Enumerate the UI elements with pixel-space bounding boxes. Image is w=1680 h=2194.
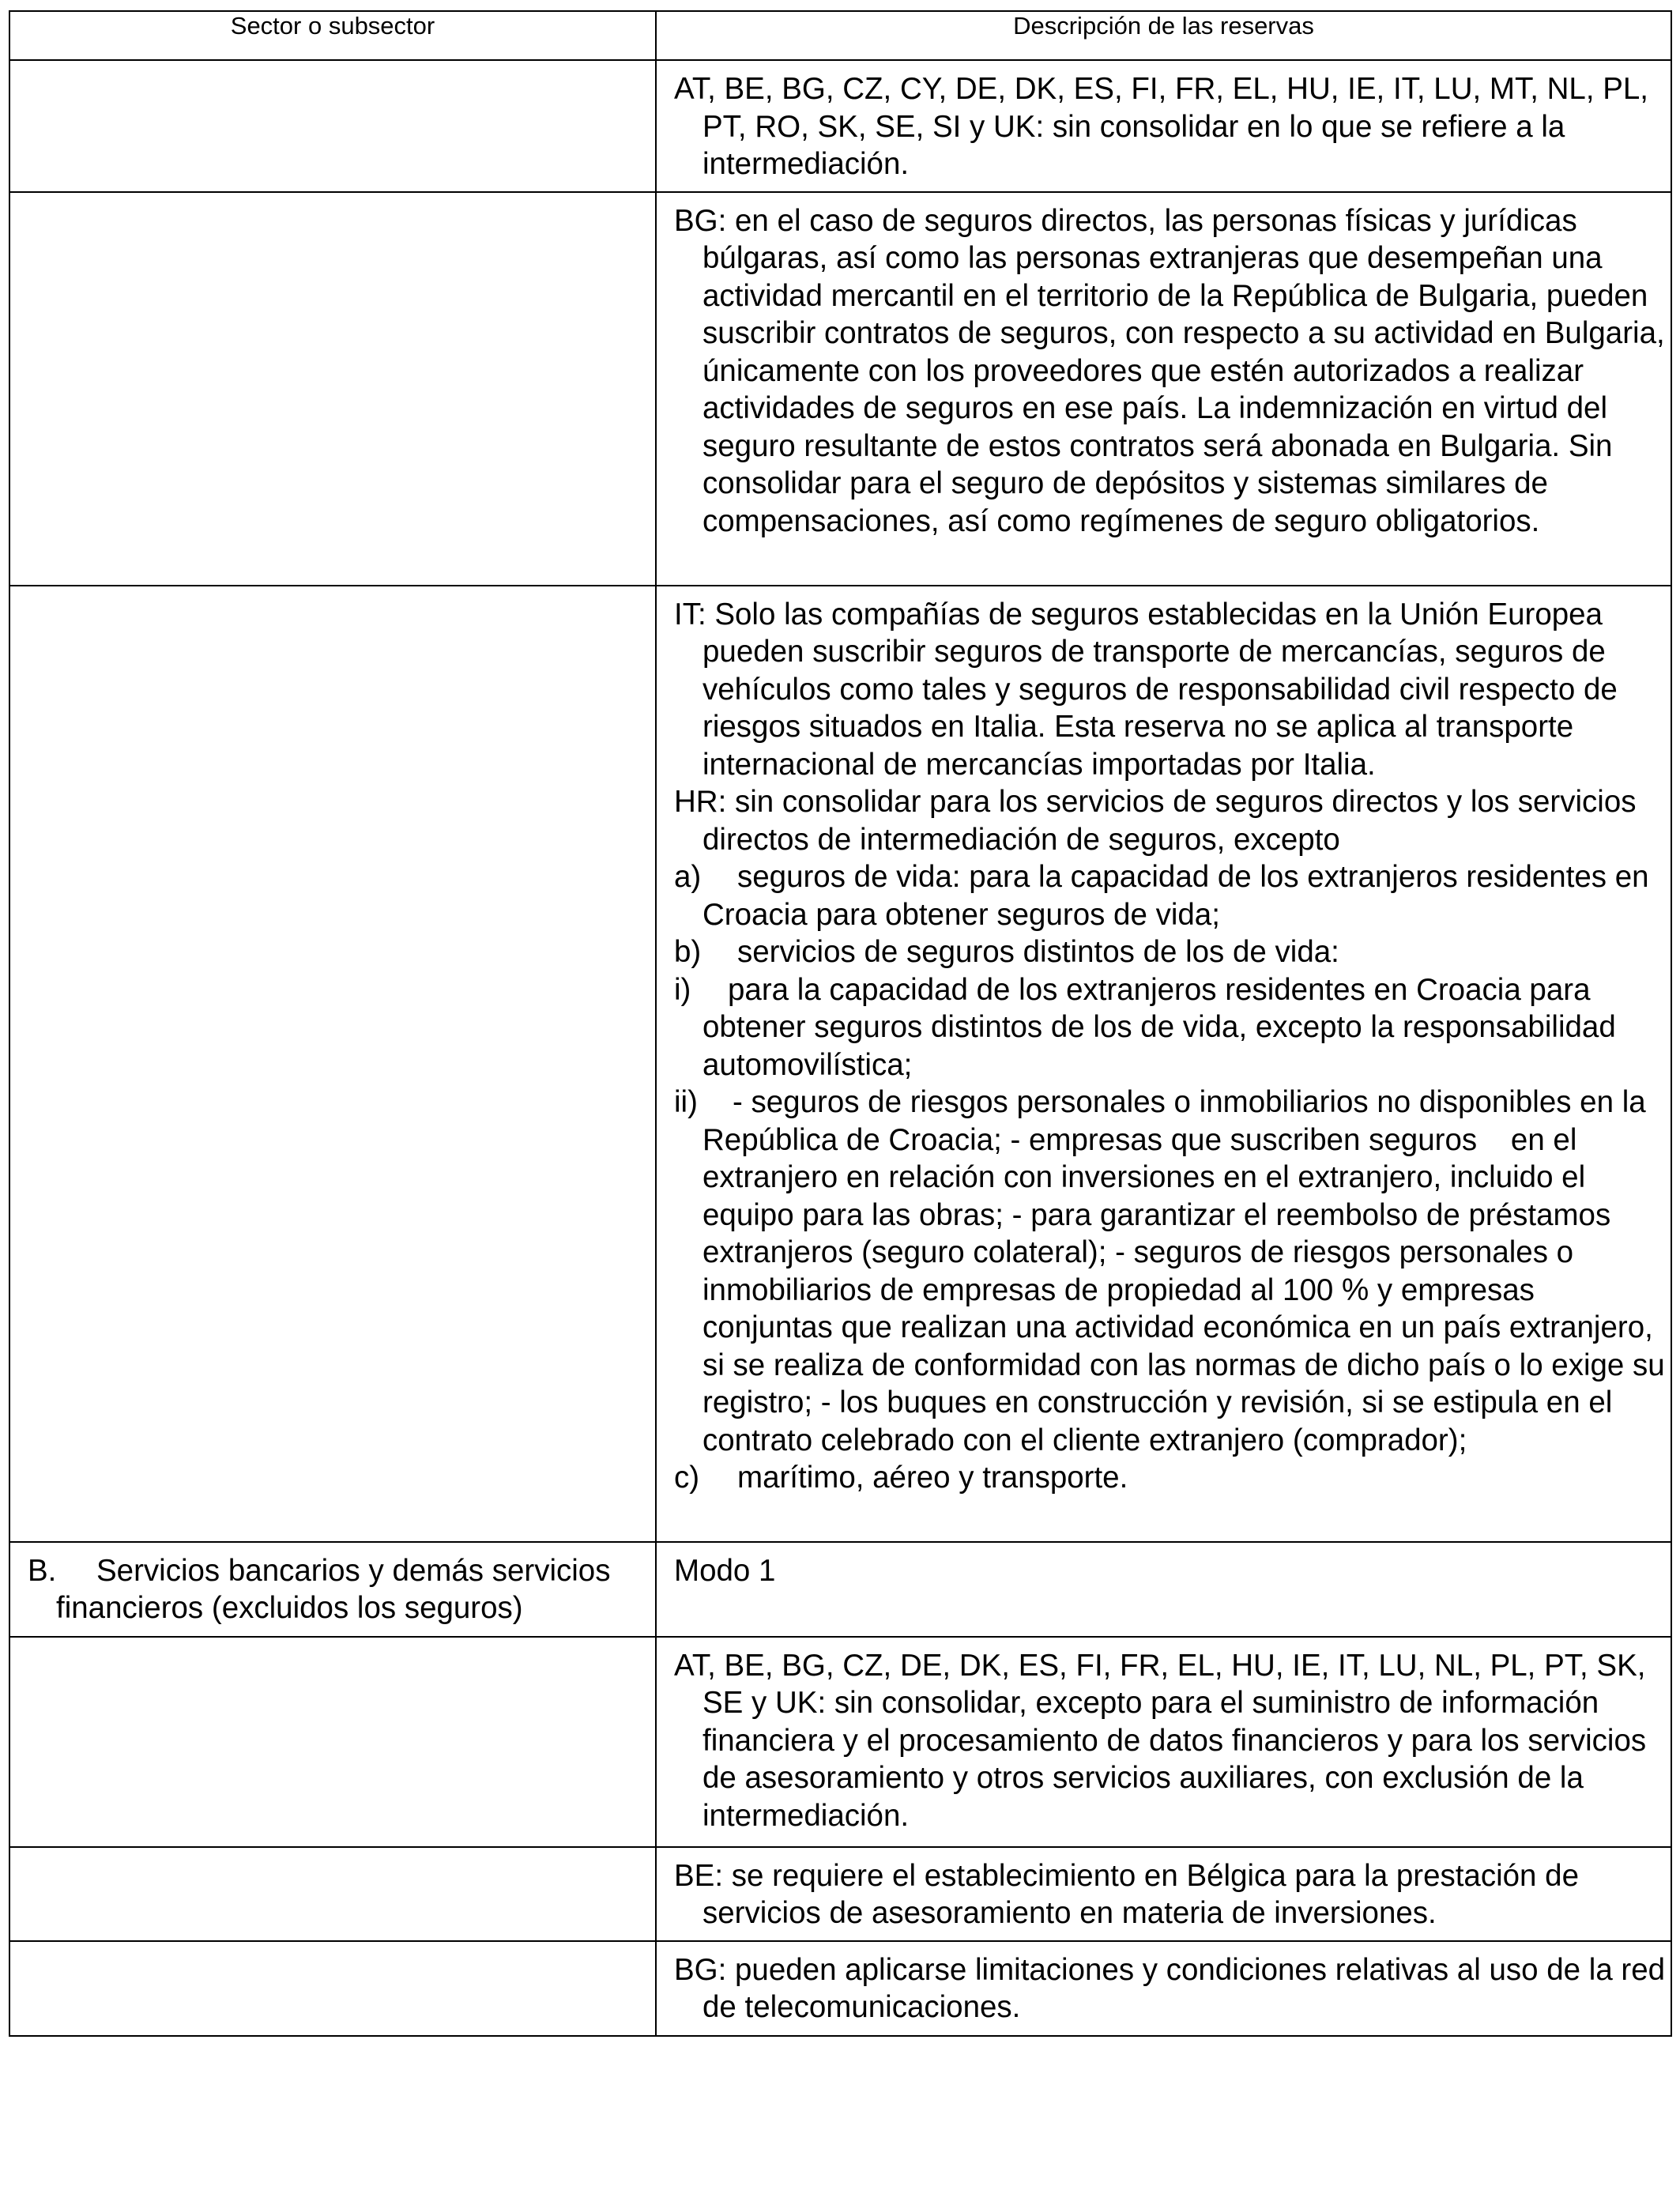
sector-cell xyxy=(9,1941,656,2036)
header-sector: Sector o subsector xyxy=(9,11,656,60)
description-paragraph: Modo 1 xyxy=(674,1553,776,1588)
description-paragraph: AT, BE, BG, CZ, CY, DE, DK, ES, FI, FR, EL, HU, IE, IT, LU, MT, NL, PL, PT, RO, SK, SE, SI y UK: sin consolidar en lo que se refiere a la intermediación. xyxy=(674,72,1648,181)
list-item-text: - seguros de riesgos personales o inmobiliarios no disponibles en la República de Croacia; - empresas que suscriben seguros en el extranjero en relación con inversiones en el extranjero, incluido el equipo para las obras; - para garantizar el reembolso de préstamos extranjeros (seguro colateral); - seguros de riesgos personales o inmobiliarios de empresas de propiedad al 100 % y empresas conjuntas que realizan una actividad económica en un país extranjero, si se realiza de conformidad con las normas de dicho país o lo exige su registro; - los buques en construcción y revisión, si se estipula en el contrato celebrado con el cliente extranjero (comprador); xyxy=(703,1085,1674,1457)
sector-cell xyxy=(9,1847,656,1941)
description-cell xyxy=(656,1847,1671,1941)
table-row xyxy=(9,1637,1671,1847)
description-paragraph: BE: se requiere el establecimiento en Bélgica para la prestación de servicios de asesoramiento en materia de inversiones. xyxy=(674,1858,1579,1930)
description-cell xyxy=(656,1637,1671,1847)
description-cell xyxy=(656,192,1671,586)
description-cell xyxy=(656,1941,1671,2036)
sector-text xyxy=(10,1942,655,1959)
table-row xyxy=(9,1847,1671,1941)
list-item xyxy=(674,1084,1674,1459)
description-cell xyxy=(656,1542,1671,1637)
sector-cell xyxy=(9,192,656,586)
list-item-text: servicios de seguros distintos de los de vida: xyxy=(737,935,1339,969)
list-item-text: seguros de vida: para la capacidad de los extranjeros residentes en Croacia para obtener seguros de vida; xyxy=(703,860,1649,932)
sector-item xyxy=(28,1552,652,1627)
description-paragraph: AT, BE, BG, CZ, DE, DK, ES, FI, FR, EL, HU, IE, IT, LU, NL, PL, PT, SK, SE y UK: sin consolidar, excepto para el suministro de información financiera y el procesamiento de datos financieros y para los servicios de asesoramiento y otros servicios auxiliares, con exclusión de la intermediación. xyxy=(674,1648,1647,1833)
sector-cell xyxy=(9,586,656,1542)
list-item-label: b) xyxy=(674,935,702,969)
sector-text xyxy=(10,61,655,78)
list-item-label: i) xyxy=(674,972,691,1007)
description-cell xyxy=(656,586,1674,1542)
description-paragraph: IT: Solo las compañías de seguros establecidas en la Unión Europea pueden suscribir seguros de transporte de mercancías, seguros de vehículos como tales y seguros de responsabilidad civil respecto de riesgos situados en Italia. Esta reserva no se aplica al transporte internacional de mercancías importadas por Italia. xyxy=(674,597,1618,782)
header-description: Descripción de las reservas xyxy=(656,11,1671,60)
list-item-label: ii) xyxy=(674,1085,698,1119)
list-item xyxy=(674,971,1667,1084)
description-paragraph: BG: pueden aplicarse limitaciones y condiciones relativas al uso de la red de telecomunicaciones. xyxy=(674,1952,1666,2024)
sector-text xyxy=(10,1848,655,1865)
list-item-text: para la capacidad de los extranjeros residentes en Croacia para obtener seguros distintos de los de vida, excepto la responsabilidad automovilística; xyxy=(703,972,1616,1082)
description-paragraph: HR: sin consolidar para los servicios de seguros directos y los servicios directos de intermediación de seguros, excepto xyxy=(674,785,1637,857)
list-item xyxy=(674,858,1667,933)
list-item-label: c) xyxy=(674,1461,700,1495)
table-row xyxy=(9,60,1671,192)
list-item xyxy=(674,1459,1667,1497)
sector-text: Servicios bancarios y demás servicios financieros (excluidos los seguros) xyxy=(56,1553,611,1625)
reservations-table xyxy=(9,10,1672,2037)
table-row xyxy=(9,586,1671,1542)
list-item xyxy=(674,933,1667,971)
description-cell xyxy=(656,60,1671,192)
sector-cell xyxy=(9,1542,656,1637)
list-item-text: marítimo, aéreo y transporte. xyxy=(737,1461,1128,1495)
sector-cell xyxy=(9,1637,656,1847)
sector-cell xyxy=(9,60,656,192)
table-header-row xyxy=(9,11,1671,60)
sector-text xyxy=(10,1638,655,1655)
sector-text xyxy=(10,586,655,604)
list-item-label: a) xyxy=(674,860,702,894)
description-paragraph: BG: en el caso de seguros directos, las personas físicas y jurídicas búlgaras, así como las personas extranjeras que desempeñan una actividad mercantil en el territorio de la República de Bulgaria, pueden suscribir contratos de seguros, con respecto a su actividad en Bulgaria, únicamente con los proveedores que estén autorizados a realizar actividades de seguros en ese país. La indemnización en virtud del seguro resultante de estos contratos será abonada en Bulgaria. Sin consolidar para el seguro de depósitos y sistemas similares de compensaciones, así como regímenes de seguro obligatorios. xyxy=(674,203,1665,538)
table-row xyxy=(9,1941,1671,2036)
sector-label: B. xyxy=(28,1553,57,1588)
table-row xyxy=(9,1542,1671,1637)
table-row xyxy=(9,192,1671,586)
sector-text xyxy=(10,193,655,210)
